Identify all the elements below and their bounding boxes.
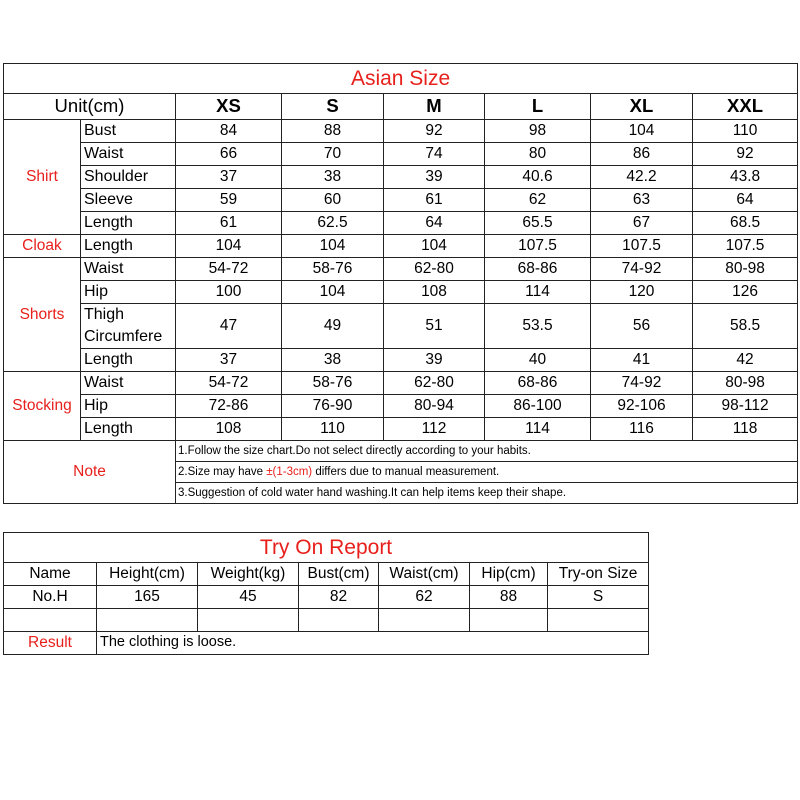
empty-cell: [379, 609, 470, 632]
size-value: 92: [693, 143, 798, 166]
size-value: 58-76: [282, 372, 384, 395]
size-value: 68.5: [693, 212, 798, 235]
measurement-label: Length: [81, 349, 176, 372]
size-value: 112: [384, 418, 485, 441]
size-value: 41: [591, 349, 693, 372]
note-line-2: [176, 462, 798, 483]
try-on-header: Weight(kg): [198, 563, 299, 586]
try-on-header: Try-on Size: [548, 563, 649, 586]
measurement-label: Bust: [81, 120, 176, 143]
try-on-name: No.H: [4, 586, 97, 609]
size-value: 98: [485, 120, 591, 143]
measurement-label: Length: [81, 212, 176, 235]
size-value: 76-90: [282, 395, 384, 418]
measurement-label: Hip: [81, 281, 176, 304]
note-tolerance: ±(1-3cm): [266, 465, 313, 478]
size-value: 51: [384, 304, 485, 349]
size-header: XS: [176, 94, 282, 120]
empty-cell: [299, 609, 379, 632]
size-value: 72-86: [176, 395, 282, 418]
size-value: 58-76: [282, 258, 384, 281]
size-value: 110: [693, 120, 798, 143]
measurement-label: Length: [81, 235, 176, 258]
size-header: L: [485, 94, 591, 120]
size-value: 39: [384, 349, 485, 372]
try-on-header: Bust(cm): [299, 563, 379, 586]
size-value: 100: [176, 281, 282, 304]
size-value: 63: [591, 189, 693, 212]
size-value: 54-72: [176, 258, 282, 281]
size-value: 92-106: [591, 395, 693, 418]
size-value: 118: [693, 418, 798, 441]
try-on-header: Name: [4, 563, 97, 586]
size-value: 107.5: [485, 235, 591, 258]
result-label: Result: [4, 632, 97, 655]
size-value: 61: [384, 189, 485, 212]
empty-cell: [470, 609, 548, 632]
size-value: 126: [693, 281, 798, 304]
try-on-value: 45: [198, 586, 299, 609]
note-line-3: 3.Suggestion of cold water hand washing.It can help items keep their shape.: [176, 483, 798, 504]
size-value: 42.2: [591, 166, 693, 189]
group-label-shorts: Shorts: [4, 258, 81, 372]
measurement-label: Length: [81, 418, 176, 441]
try-on-value: S: [548, 586, 649, 609]
size-value: 47: [176, 304, 282, 349]
measurement-label: Shoulder: [81, 166, 176, 189]
size-value: 86-100: [485, 395, 591, 418]
size-value: 40.6: [485, 166, 591, 189]
size-value: 54-72: [176, 372, 282, 395]
size-value: 104: [591, 120, 693, 143]
size-value: 38: [282, 349, 384, 372]
size-value: 114: [485, 418, 591, 441]
size-value: 120: [591, 281, 693, 304]
size-value: 88: [282, 120, 384, 143]
try-on-report-table: [3, 532, 649, 655]
size-value: 39: [384, 166, 485, 189]
try-on-header: Hip(cm): [470, 563, 548, 586]
try-on-value: 82: [299, 586, 379, 609]
size-header: S: [282, 94, 384, 120]
size-value: 74-92: [591, 258, 693, 281]
size-value: 59: [176, 189, 282, 212]
empty-cell: [97, 609, 198, 632]
size-value: 114: [485, 281, 591, 304]
size-value: 92: [384, 120, 485, 143]
empty-cell: [4, 609, 97, 632]
size-value: 37: [176, 349, 282, 372]
size-chart-table: [3, 63, 798, 504]
size-value: 98-112: [693, 395, 798, 418]
size-value: 64: [384, 212, 485, 235]
size-value: 53.5: [485, 304, 591, 349]
size-value: 43.8: [693, 166, 798, 189]
size-value: 40: [485, 349, 591, 372]
size-value: 68-86: [485, 372, 591, 395]
size-value: 80-94: [384, 395, 485, 418]
measurement-label: Hip: [81, 395, 176, 418]
size-value: 107.5: [693, 235, 798, 258]
size-value: 56: [591, 304, 693, 349]
size-value: 66: [176, 143, 282, 166]
empty-cell: [198, 609, 299, 632]
size-value: 110: [282, 418, 384, 441]
size-value: 65.5: [485, 212, 591, 235]
size-header: M: [384, 94, 485, 120]
size-value: 74-92: [591, 372, 693, 395]
size-value: 104: [282, 235, 384, 258]
measurement-label: Sleeve: [81, 189, 176, 212]
group-label-cloak: Cloak: [4, 235, 81, 258]
size-value: 37: [176, 166, 282, 189]
note-line-2-end: differs due to manual measurement.: [312, 465, 500, 478]
size-value: 49: [282, 304, 384, 349]
note-line-2-start: 2.Size may have: [178, 465, 267, 478]
size-value: 107.5: [591, 235, 693, 258]
size-value: 58.5: [693, 304, 798, 349]
size-header: XXL: [693, 94, 798, 120]
result-text: The clothing is loose.: [97, 632, 649, 655]
size-value: 38: [282, 166, 384, 189]
size-value: 42: [693, 349, 798, 372]
size-header: XL: [591, 94, 693, 120]
size-value: 116: [591, 418, 693, 441]
group-label-shirt: Shirt: [4, 120, 81, 235]
empty-cell: [548, 609, 649, 632]
size-value: 80: [485, 143, 591, 166]
size-value: 60: [282, 189, 384, 212]
try-on-header: Waist(cm): [379, 563, 470, 586]
unit-header: Unit(cm): [4, 94, 176, 120]
note-label: Note: [4, 441, 176, 504]
try-on-header: Height(cm): [97, 563, 198, 586]
size-value: 108: [176, 418, 282, 441]
note-line-1: 1.Follow the size chart.Do not select directly according to your habits.: [176, 441, 798, 462]
size-chart-title: Asian Size: [4, 64, 798, 94]
measurement-label: Waist: [81, 372, 176, 395]
measurement-label: Waist: [81, 143, 176, 166]
size-value: 62.5: [282, 212, 384, 235]
try-on-value: 62: [379, 586, 470, 609]
group-label-stocking: Stocking: [4, 372, 81, 441]
size-value: 86: [591, 143, 693, 166]
measurement-label: Thigh Circumfere: [81, 304, 176, 349]
try-on-value: 88: [470, 586, 548, 609]
size-value: 62-80: [384, 372, 485, 395]
size-value: 104: [282, 281, 384, 304]
size-value: 67: [591, 212, 693, 235]
size-value: 70: [282, 143, 384, 166]
size-value: 104: [384, 235, 485, 258]
size-value: 108: [384, 281, 485, 304]
size-value: 64: [693, 189, 798, 212]
size-value: 62-80: [384, 258, 485, 281]
try-on-title: Try On Report: [4, 533, 649, 563]
size-value: 74: [384, 143, 485, 166]
try-on-value: 165: [97, 586, 198, 609]
size-value: 80-98: [693, 372, 798, 395]
size-value: 104: [176, 235, 282, 258]
size-value: 80-98: [693, 258, 798, 281]
measurement-label: Waist: [81, 258, 176, 281]
size-value: 61: [176, 212, 282, 235]
size-value: 62: [485, 189, 591, 212]
size-value: 84: [176, 120, 282, 143]
size-value: 68-86: [485, 258, 591, 281]
